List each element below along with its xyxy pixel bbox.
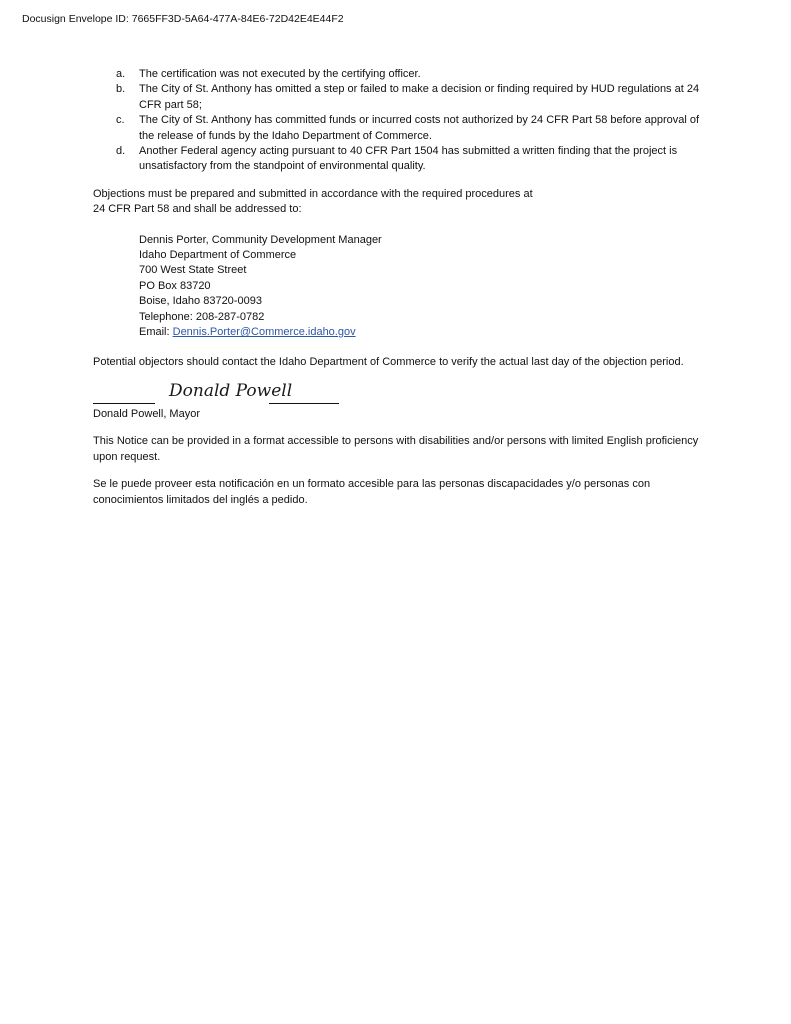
signature-line-right [269, 403, 339, 404]
mailing-address [93, 233, 708, 341]
signature-line-left [93, 403, 155, 404]
signature-script-text: Donald Powell [169, 380, 293, 401]
email-link[interactable]: Dennis.Porter@Commerce.idaho.gov [172, 326, 356, 339]
objections-line-2: 24 CFR Part 58 and shall be addressed to: [93, 203, 302, 216]
objections-line-1: Objections must be prepared and submitted in accordance with the required procedures at [93, 187, 533, 200]
contact-note: Potential objectors should contact the Idaho Department of Commerce to verify the actual last day of the objection period. [93, 355, 684, 368]
address-po-box: PO Box 83720 [139, 279, 211, 292]
address-email-row [139, 325, 708, 340]
accessibility-notice-spanish: Se le puede proveer esta notificación en un formato accesible para las personas discapacidades y/o personas con conocimientos limitados del inglés a pedido. [93, 478, 651, 506]
list-text: The City of St. Anthony has omitted a step or failed to make a decision or finding required by HUD regulations at 24 CFR part 58; [139, 83, 700, 111]
list-marker: d. [116, 145, 126, 158]
objection-grounds-list [93, 67, 708, 175]
list-text: Another Federal agency acting pursuant to 40 CFR Part 1504 has submitted a written finding that the project is unsatisfactory from the standpoint of environmental quality. [139, 145, 678, 173]
signer-name: Donald Powell, Mayor [93, 407, 200, 420]
signature-block [93, 370, 708, 410]
list-item [93, 82, 708, 113]
list-item [93, 113, 708, 144]
envelope-id: Docusign Envelope ID: 7665FF3D-5A64-477A-84E6-72D42E4E44F2 [22, 13, 344, 25]
signature-image [167, 374, 293, 404]
accessibility-notice: This Notice can be provided in a format accessible to persons with disabilities and/or persons with limited English proficiency upon request. [93, 435, 699, 463]
list-text: The City of St. Anthony has committed funds or incurred costs not authorized by 24 CFR Part 58 before approval of the release of funds by the Idaho Department of Commerce. [139, 114, 700, 142]
list-marker: b. [116, 83, 126, 96]
address-org: Idaho Department of Commerce [139, 249, 297, 262]
list-marker: a. [116, 68, 126, 80]
address-name: Dennis Porter, Community Development Manager [139, 233, 382, 246]
list-text: The certification was not executed by the certifying officer. [139, 68, 421, 80]
list-item [93, 67, 708, 82]
list-item [93, 144, 708, 175]
address-city: Boise, Idaho 83720-0093 [139, 295, 262, 308]
document-body [93, 67, 708, 508]
objections-paragraph [93, 187, 708, 218]
list-marker: c. [116, 114, 125, 127]
address-street: 700 West State Street [139, 264, 247, 277]
address-telephone: Telephone: 208-287-0782 [139, 310, 265, 323]
email-label: Email: [139, 326, 173, 339]
